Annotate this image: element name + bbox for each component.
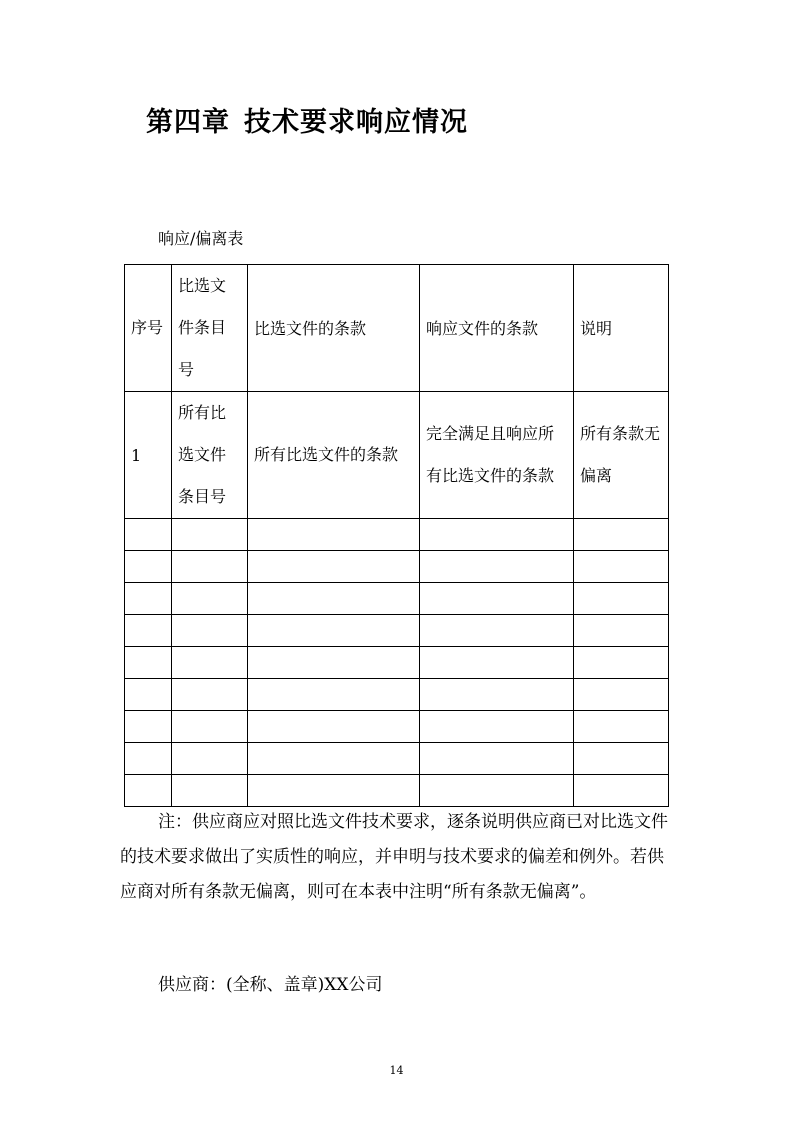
cell-item: 所有比选文件条目号 <box>172 392 248 519</box>
table-row-empty <box>125 679 669 711</box>
empty-cell <box>248 743 420 775</box>
empty-cell <box>125 743 172 775</box>
empty-cell <box>574 519 669 551</box>
chapter-number: 第四章 <box>146 107 230 138</box>
empty-cell <box>172 743 248 775</box>
empty-cell <box>172 519 248 551</box>
chapter-title <box>146 100 468 139</box>
empty-cell <box>420 743 574 775</box>
table-row <box>125 392 669 519</box>
cell-clause: 所有比选文件的条款 <box>248 392 420 519</box>
cell-no: 1 <box>125 392 172 519</box>
empty-cell <box>248 615 420 647</box>
empty-cell <box>125 519 172 551</box>
empty-cell <box>248 583 420 615</box>
empty-cell <box>248 679 420 711</box>
header-cell-no: 序号 <box>125 265 172 392</box>
empty-cell <box>125 775 172 807</box>
empty-rows <box>125 519 669 807</box>
supplier-line: 供应商：(全称、盖章)XX公司 <box>158 975 383 995</box>
empty-cell <box>172 711 248 743</box>
table-row-empty <box>125 551 669 583</box>
empty-cell <box>420 647 574 679</box>
empty-cell <box>125 551 172 583</box>
empty-cell <box>125 647 172 679</box>
empty-cell <box>574 551 669 583</box>
empty-cell <box>574 775 669 807</box>
empty-cell <box>125 615 172 647</box>
empty-cell <box>574 583 669 615</box>
table-row-empty <box>125 583 669 615</box>
empty-cell <box>248 711 420 743</box>
empty-cell <box>420 615 574 647</box>
cell-remark: 所有条款无偏离 <box>574 392 669 519</box>
empty-cell <box>420 679 574 711</box>
header-cell-response: 响应文件的条款 <box>420 265 574 392</box>
header-cell-clause: 比选文件的条款 <box>248 265 420 392</box>
empty-cell <box>172 583 248 615</box>
note-paragraph: 注：供应商应对照比选文件技术要求，逐条说明供应商已对比选文件的技术要求做出了实质性的响应，并申明与技术要求的偏差和例外。若供应商对所有条款无偏离，则可在本表中注明“所有条款无偏离”。 <box>120 812 668 902</box>
empty-cell <box>172 647 248 679</box>
table-row-empty <box>125 775 669 807</box>
empty-cell <box>574 743 669 775</box>
cell-response: 完全满足且响应所有比选文件的条款 <box>420 392 574 519</box>
empty-cell <box>125 711 172 743</box>
empty-cell <box>574 679 669 711</box>
empty-cell <box>420 775 574 807</box>
empty-cell <box>125 679 172 711</box>
empty-cell <box>248 775 420 807</box>
chapter-name: 技术要求响应情况 <box>244 107 468 138</box>
table-row-empty <box>125 519 669 551</box>
empty-cell <box>574 711 669 743</box>
empty-cell <box>172 775 248 807</box>
table-row-empty <box>125 615 669 647</box>
empty-cell <box>574 647 669 679</box>
empty-cell <box>420 551 574 583</box>
empty-cell <box>172 615 248 647</box>
table-row-empty <box>125 743 669 775</box>
header-cell-remark: 说明 <box>574 265 669 392</box>
empty-cell <box>248 551 420 583</box>
table-caption: 响应/偏离表 <box>158 229 244 248</box>
empty-cell <box>172 679 248 711</box>
empty-cell <box>248 647 420 679</box>
empty-cell <box>172 551 248 583</box>
header-cell-item: 比选文件条目号 <box>172 265 248 392</box>
empty-cell <box>420 519 574 551</box>
table-row-empty <box>125 647 669 679</box>
empty-cell <box>420 583 574 615</box>
empty-cell <box>248 519 420 551</box>
table-row-empty <box>125 711 669 743</box>
empty-cell <box>574 615 669 647</box>
response-deviation-table <box>124 264 669 807</box>
table-header-row <box>125 265 669 392</box>
empty-cell <box>125 583 172 615</box>
empty-cell <box>420 711 574 743</box>
page-number: 14 <box>389 1064 404 1077</box>
